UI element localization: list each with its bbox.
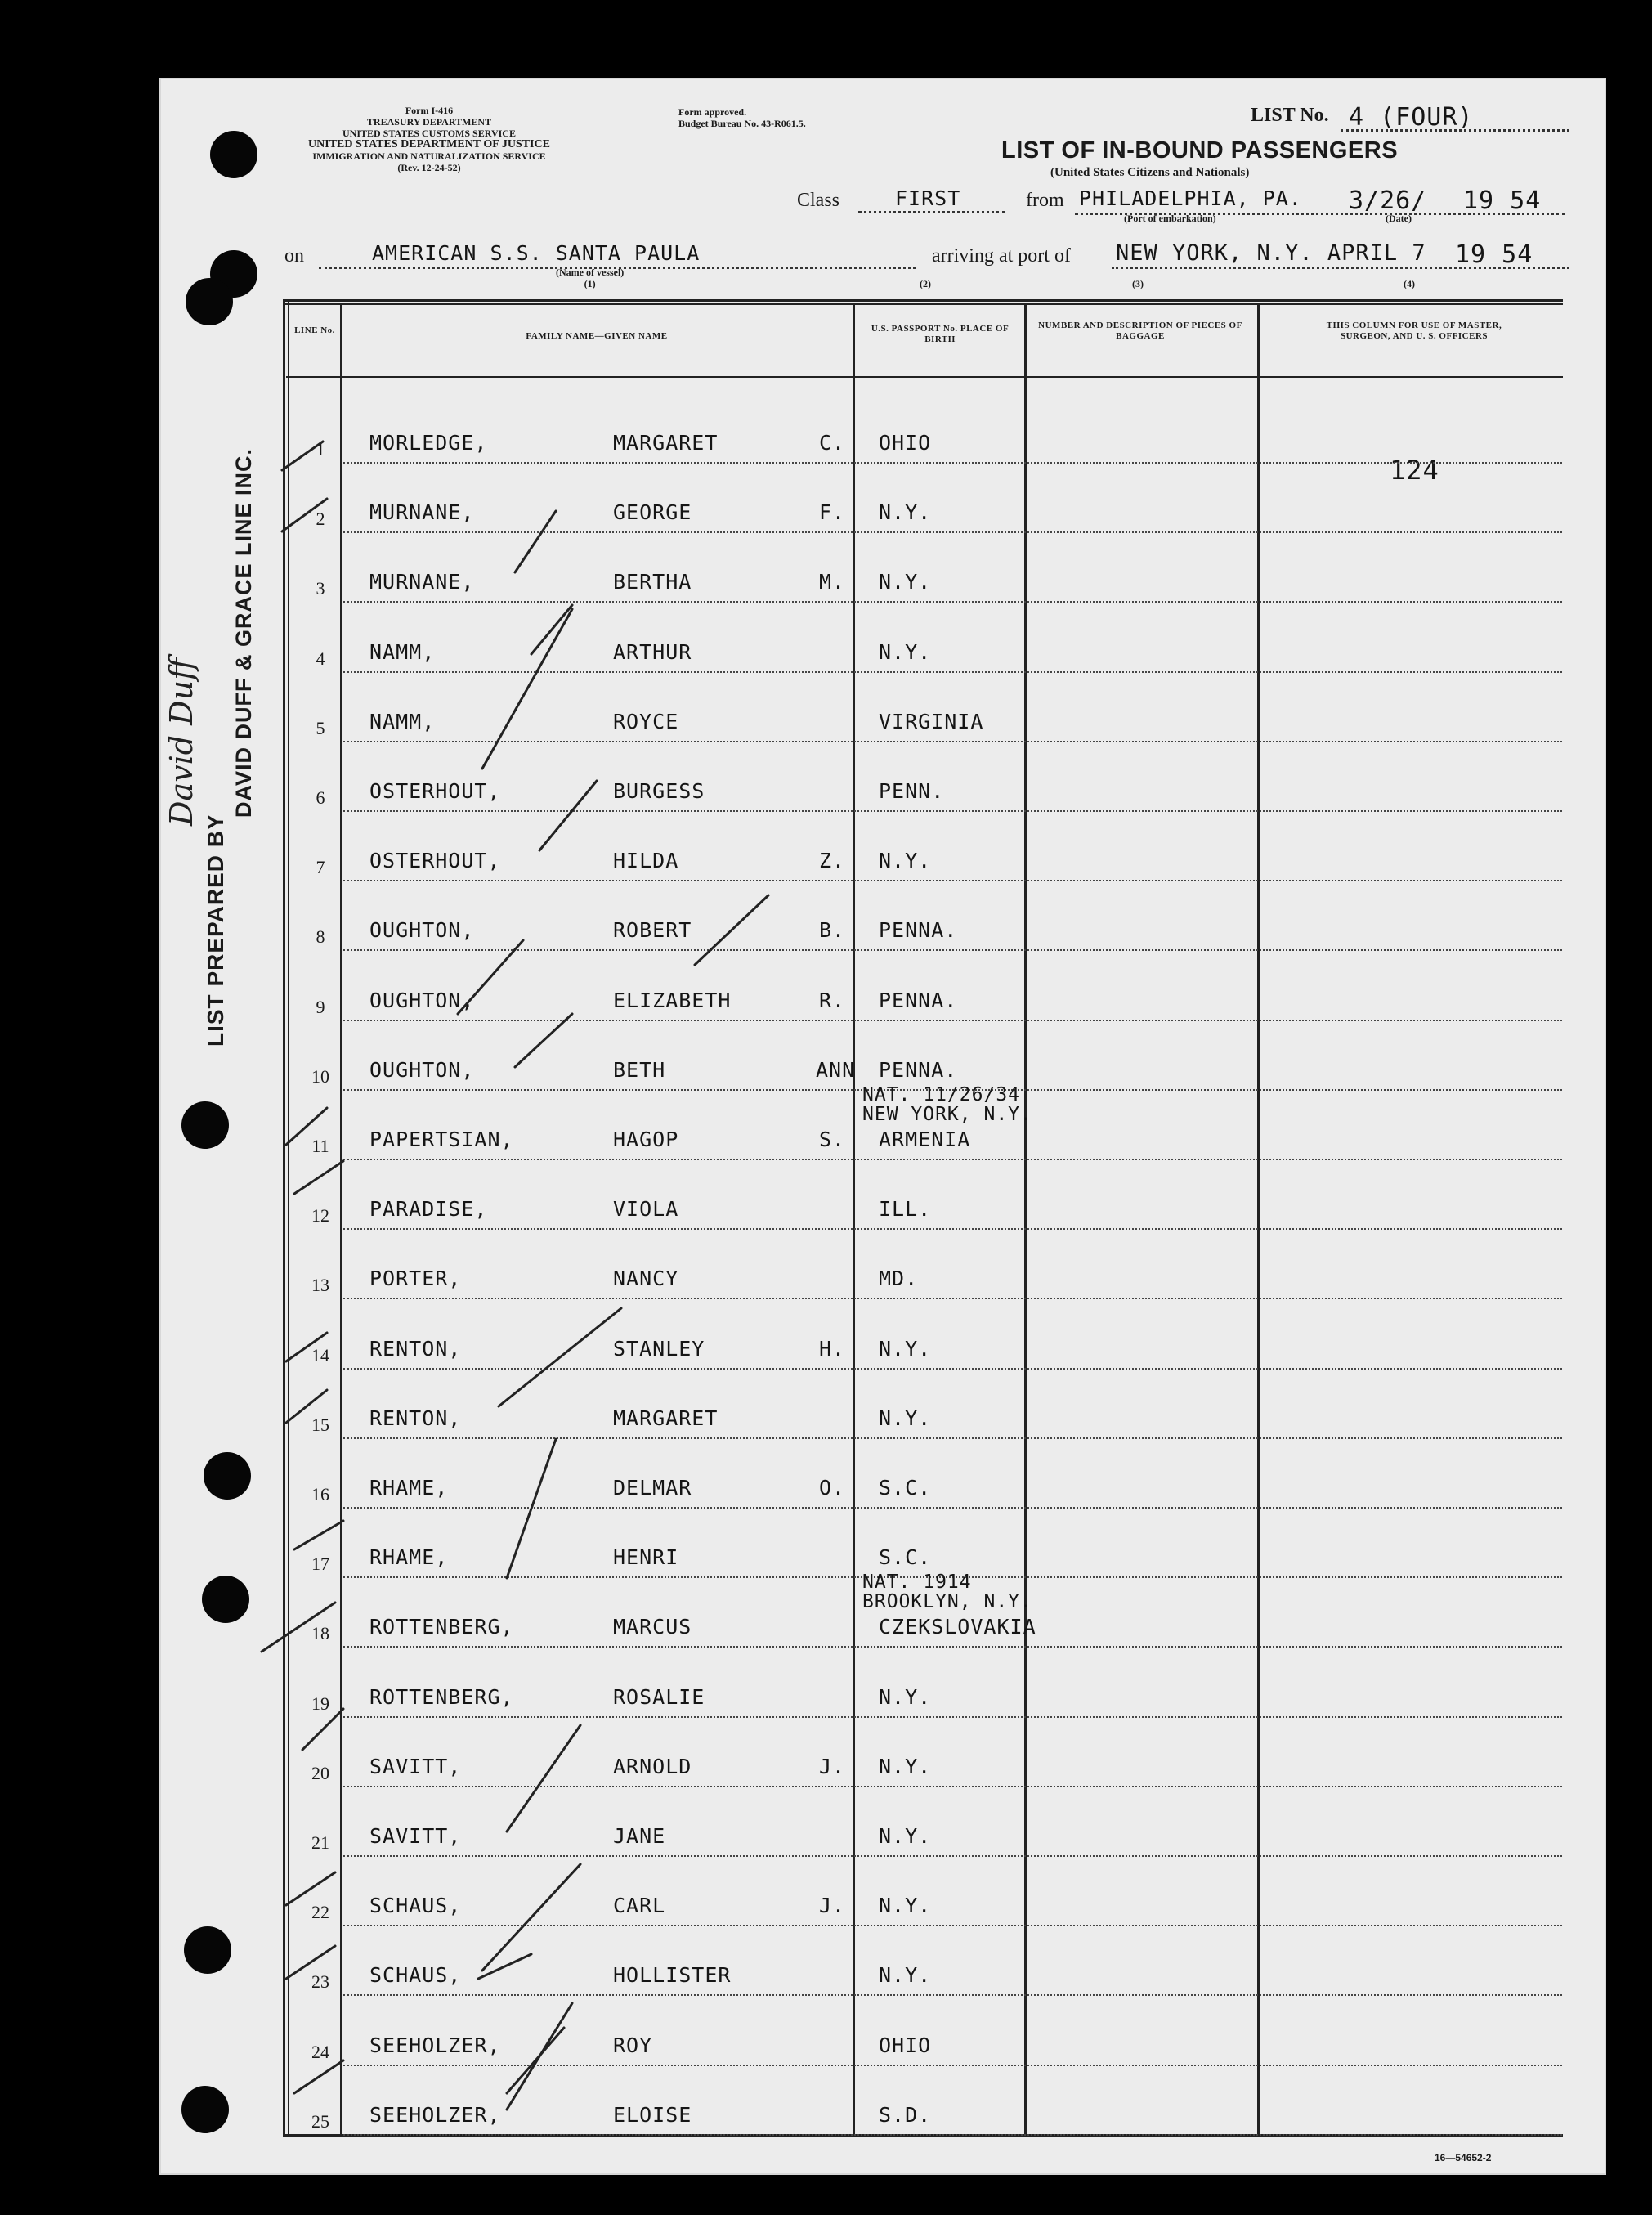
col-header-passport: U.S. PASSPORT No. PLACE OF BIRTH bbox=[871, 324, 1010, 344]
place-of-birth: N.Y. bbox=[879, 1406, 932, 1430]
family-name: PAPERTSIAN, bbox=[369, 1128, 514, 1151]
naturalization-note: NAT. 1914 bbox=[862, 1572, 972, 1594]
line-number: 25 bbox=[311, 2110, 329, 2132]
check-stroke bbox=[286, 1333, 327, 1361]
line-number: 8 bbox=[316, 926, 325, 948]
page-subtitle: (United States Citizens and Nationals) bbox=[1050, 166, 1250, 179]
check-stroke bbox=[294, 1161, 343, 1194]
middle-initial: Z. bbox=[818, 849, 846, 873]
family-name: RHAME, bbox=[369, 1476, 449, 1500]
given-name: ROSALIE bbox=[613, 1684, 705, 1709]
place-of-birth: N.Y. bbox=[879, 1894, 932, 1918]
middle-initial: R. bbox=[818, 988, 846, 1012]
place-of-birth: PENNA. bbox=[879, 988, 958, 1012]
place-of-birth: N.Y. bbox=[879, 500, 932, 525]
place-of-birth: PENNA. bbox=[879, 1057, 958, 1082]
given-name: JANE bbox=[613, 1824, 666, 1848]
given-name: ELIZABETH bbox=[613, 988, 732, 1012]
place-of-birth: ARMENIA bbox=[879, 1128, 971, 1151]
line-number: 10 bbox=[311, 1065, 329, 1087]
given-name: STANLEY bbox=[613, 1336, 705, 1361]
family-name: PARADISE, bbox=[369, 1197, 488, 1222]
family-name: SCHAUS, bbox=[369, 1894, 462, 1918]
column-index-4: (4) bbox=[1404, 278, 1415, 289]
family-name: RENTON, bbox=[369, 1406, 462, 1430]
place-of-birth: N.Y. bbox=[879, 849, 932, 873]
check-stroke bbox=[458, 940, 523, 1014]
given-name: GEORGE bbox=[613, 500, 692, 525]
given-name: CARL bbox=[613, 1894, 666, 1918]
family-name: MORLEDGE, bbox=[369, 431, 488, 455]
line-number: 13 bbox=[311, 1275, 329, 1296]
given-name: ELOISE bbox=[613, 2102, 692, 2127]
middle-initial: O. bbox=[818, 1476, 846, 1500]
family-name: MURNANE, bbox=[369, 570, 475, 594]
naturalization-note: NAT. 11/26/34 bbox=[862, 1084, 1021, 1105]
place-of-birth: CZEKSLOVAKIA bbox=[879, 1615, 1036, 1639]
page-title: LIST OF IN-BOUND PASSENGERS bbox=[1001, 137, 1399, 164]
middle-initial: M. bbox=[818, 570, 846, 594]
given-name: HENRI bbox=[613, 1545, 679, 1570]
family-name: NAMM, bbox=[369, 639, 436, 664]
naturalization-place: BROOKLYN, N.Y. bbox=[862, 1591, 1032, 1613]
class-value: FIRST bbox=[895, 186, 961, 210]
treasury-line: TREASURY DEPARTMENT bbox=[366, 116, 492, 128]
family-name: ROTTENBERG, bbox=[369, 1615, 514, 1639]
family-name: PORTER, bbox=[369, 1267, 462, 1291]
line-number: 2 bbox=[316, 509, 325, 530]
form-approved: Form approved. bbox=[678, 106, 747, 118]
budget-bureau: Budget Bureau No. 43-R061.5. bbox=[678, 118, 806, 129]
middle-initial: ANN bbox=[816, 1057, 856, 1082]
line-number: 24 bbox=[311, 2041, 329, 2062]
line-number: 5 bbox=[316, 717, 325, 738]
line-number: 23 bbox=[311, 1971, 329, 1993]
place-of-birth: PENN. bbox=[879, 779, 945, 803]
justice-line: UNITED STATES DEPARTMENT OF JUSTICE bbox=[308, 138, 550, 150]
place-of-birth: VIRGINIA bbox=[879, 709, 984, 733]
column-index-2: (2) bbox=[920, 278, 931, 289]
column-index-3: (3) bbox=[1132, 278, 1144, 289]
family-name: OUGHTON, bbox=[369, 918, 475, 943]
family-name: OSTERHOUT, bbox=[369, 779, 501, 803]
line-number: 20 bbox=[311, 1762, 329, 1783]
middle-initial: B. bbox=[818, 918, 846, 943]
place-of-birth: N.Y. bbox=[879, 1684, 932, 1709]
list-number-label: LIST No. bbox=[1251, 105, 1329, 126]
col-header-baggage: NUMBER AND DESCRIPTION OF PIECES OF BAGGAGE bbox=[1038, 321, 1242, 341]
vessel-caption-text: (Name of vessel) bbox=[556, 267, 625, 278]
preparer-company: DAVID DUFF & GRACE LINE INC. bbox=[231, 448, 256, 818]
line-number: 15 bbox=[311, 1414, 329, 1435]
given-name: HAGOP bbox=[613, 1128, 679, 1151]
col-header-officers: THIS COLUMN FOR USE OF MASTER, SURGEON, AND U. S. OFFICERS bbox=[1326, 321, 1502, 341]
vessel-column-index: (1) bbox=[584, 278, 596, 289]
given-name: NANCY bbox=[613, 1267, 679, 1291]
given-name: MARGARET bbox=[613, 1406, 719, 1430]
check-stroke bbox=[282, 499, 327, 531]
arriving-label: arriving at port of bbox=[932, 245, 1071, 267]
check-stroke bbox=[499, 1308, 621, 1406]
line-number: 17 bbox=[311, 1554, 329, 1575]
family-name: SAVITT, bbox=[369, 1754, 462, 1778]
preparer-signature: David Duff bbox=[163, 657, 199, 826]
place-of-birth: N.Y. bbox=[879, 1336, 932, 1361]
check-stroke bbox=[515, 1014, 572, 1067]
middle-initial: J. bbox=[818, 1894, 846, 1918]
family-name: SAVITT, bbox=[369, 1824, 462, 1848]
list-number-value: 4 (FOUR) bbox=[1349, 103, 1474, 132]
family-name: MURNANE, bbox=[369, 500, 475, 525]
embarkation-year-value: 19 54 bbox=[1463, 186, 1542, 215]
given-name: ROYCE bbox=[613, 709, 679, 733]
port-caption: (Port of embarkation) bbox=[1124, 213, 1216, 224]
check-stroke bbox=[302, 1709, 343, 1750]
place-of-birth: S.D. bbox=[879, 2102, 932, 2127]
line-number: 3 bbox=[316, 578, 325, 599]
line-number: 6 bbox=[316, 787, 325, 808]
family-name: SEEHOLZER, bbox=[369, 2102, 501, 2127]
arrival-year-value: 19 54 bbox=[1455, 240, 1533, 269]
family-name: NAMM, bbox=[369, 709, 436, 733]
given-name: HOLLISTER bbox=[613, 1963, 732, 1988]
check-stroke bbox=[286, 1872, 335, 1905]
check-stroke bbox=[482, 609, 572, 769]
date-caption: (Date) bbox=[1386, 213, 1412, 224]
given-name: DELMAR bbox=[613, 1476, 692, 1500]
check-stroke bbox=[294, 2060, 343, 2093]
col-header-name: FAMILY NAME—GIVEN NAME bbox=[526, 331, 668, 341]
check-stroke bbox=[262, 1603, 335, 1652]
place-of-birth: S.C. bbox=[879, 1545, 932, 1570]
line-number: 21 bbox=[311, 1832, 329, 1853]
place-of-birth: N.Y. bbox=[879, 1963, 932, 1988]
line-number: 16 bbox=[311, 1484, 329, 1504]
given-name: BERTHA bbox=[613, 570, 692, 594]
given-name: BURGESS bbox=[613, 779, 705, 803]
check-stroke bbox=[515, 511, 556, 572]
place-of-birth: N.Y. bbox=[879, 570, 932, 594]
form-number: Form I-416 bbox=[405, 105, 454, 116]
check-stroke bbox=[286, 1390, 327, 1423]
line-number: 12 bbox=[311, 1205, 329, 1226]
family-name: OUGHTON, bbox=[369, 1057, 475, 1082]
line-number: 14 bbox=[311, 1344, 329, 1365]
ins-line: IMMIGRATION AND NATURALIZATION SERVICE bbox=[312, 150, 546, 162]
middle-initial: H. bbox=[818, 1336, 846, 1361]
officer-note-124: 124 bbox=[1390, 455, 1439, 486]
line-number: 19 bbox=[311, 1693, 329, 1714]
given-name: ROY bbox=[613, 2033, 653, 2057]
given-name: HILDA bbox=[613, 849, 679, 873]
line-number: 1 bbox=[316, 439, 325, 460]
check-stroke bbox=[507, 2028, 564, 2093]
family-name: ROTTENBERG, bbox=[369, 1684, 514, 1709]
place-of-birth: OHIO bbox=[879, 431, 932, 455]
line-number: 18 bbox=[311, 1623, 329, 1644]
check-stroke bbox=[282, 442, 323, 470]
check-stroke bbox=[294, 1521, 343, 1549]
from-label: from bbox=[1026, 190, 1064, 211]
line-number: 22 bbox=[311, 1902, 329, 1923]
place-of-birth: MD. bbox=[879, 1267, 919, 1291]
place-of-birth: OHIO bbox=[879, 2033, 932, 2057]
given-name: VIOLA bbox=[613, 1197, 679, 1222]
class-label: Class bbox=[797, 190, 840, 211]
middle-initial: F. bbox=[818, 500, 846, 525]
middle-initial: C. bbox=[818, 431, 846, 455]
place-of-birth: N.Y. bbox=[879, 1754, 932, 1778]
place-of-birth: N.Y. bbox=[879, 1824, 932, 1848]
footer-code: 16—54652-2 bbox=[1435, 2152, 1492, 2163]
col-header-line-no: LINE No. bbox=[294, 325, 335, 335]
check-stroke bbox=[286, 1108, 327, 1145]
list-prepared-by-label: LIST PREPARED BY bbox=[203, 814, 228, 1047]
given-name: ROBERT bbox=[613, 918, 692, 943]
place-of-birth: N.Y. bbox=[879, 639, 932, 664]
line-number: 9 bbox=[316, 996, 325, 1017]
given-name: MARGARET bbox=[613, 431, 719, 455]
revision-line: (Rev. 12-24-52) bbox=[397, 162, 461, 173]
port-of-embarkation-value: PHILADELPHIA, PA. bbox=[1079, 186, 1302, 210]
family-name: RENTON, bbox=[369, 1336, 462, 1361]
check-stroke bbox=[507, 1439, 556, 1578]
embarkation-date-value: 3/26/ bbox=[1349, 186, 1427, 215]
family-name: SCHAUS, bbox=[369, 1963, 462, 1988]
place-of-birth: ILL. bbox=[879, 1197, 932, 1222]
given-name: BETH bbox=[613, 1057, 666, 1082]
vessel-name-value: AMERICAN S.S. SANTA PAULA bbox=[372, 241, 701, 265]
middle-initial: J. bbox=[818, 1754, 846, 1778]
given-name: ARTHUR bbox=[613, 639, 692, 664]
given-name: MARCUS bbox=[613, 1615, 692, 1639]
check-stroke bbox=[695, 895, 768, 965]
arrival-port-date-value: NEW YORK, N.Y. APRIL 7 bbox=[1116, 240, 1426, 266]
middle-initial: S. bbox=[818, 1128, 846, 1151]
customs-line: UNITED STATES CUSTOMS SERVICE bbox=[342, 128, 516, 139]
family-name: OSTERHOUT, bbox=[369, 849, 501, 873]
on-label: on bbox=[284, 245, 304, 267]
naturalization-place: NEW YORK, N.Y. bbox=[862, 1104, 1032, 1125]
family-name: SEEHOLZER, bbox=[369, 2033, 501, 2057]
check-stroke bbox=[539, 781, 597, 850]
line-number: 4 bbox=[316, 648, 325, 669]
place-of-birth: PENNA. bbox=[879, 918, 958, 943]
family-name: RHAME, bbox=[369, 1545, 449, 1570]
given-name: ARNOLD bbox=[613, 1754, 692, 1778]
place-of-birth: S.C. bbox=[879, 1476, 932, 1500]
line-number: 7 bbox=[316, 857, 325, 878]
check-stroke bbox=[507, 1725, 580, 1832]
line-number: 11 bbox=[311, 1136, 329, 1156]
check-stroke bbox=[286, 1946, 335, 1979]
family-name: OUGHTON, bbox=[369, 988, 475, 1012]
